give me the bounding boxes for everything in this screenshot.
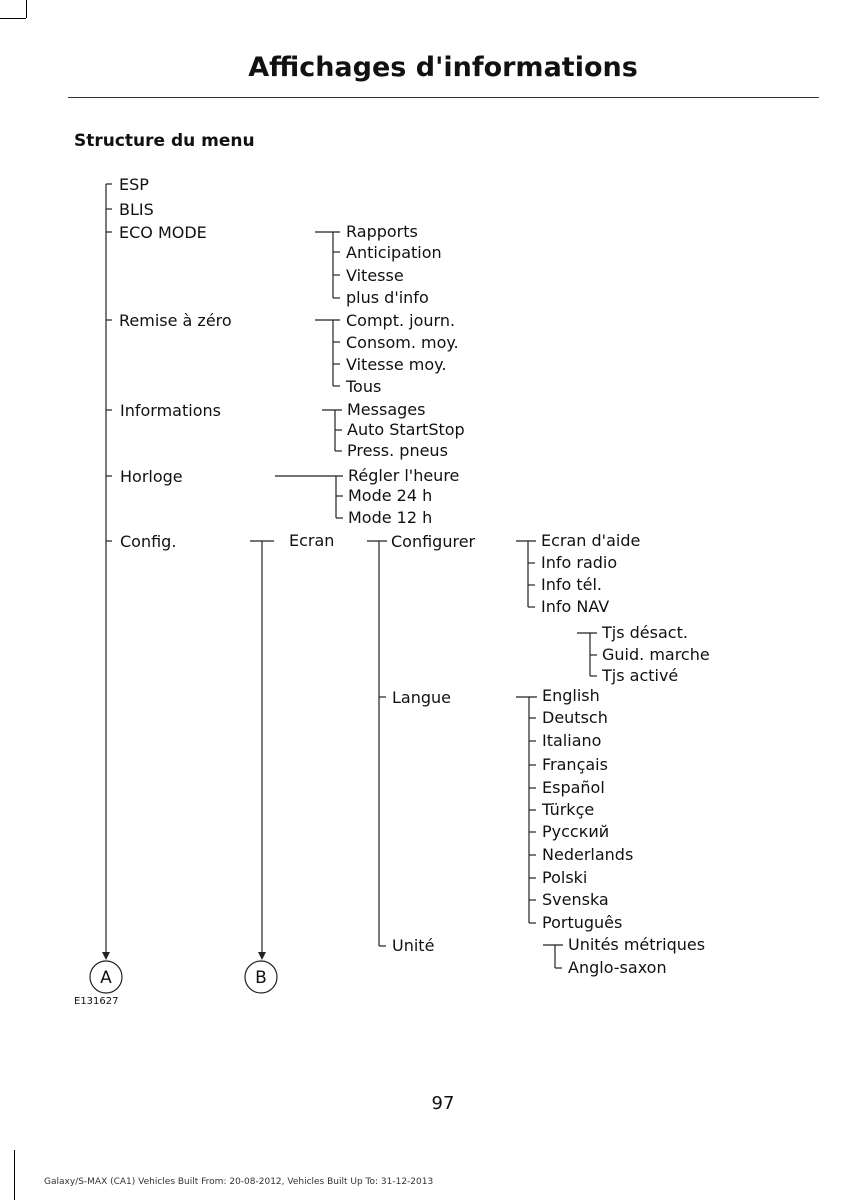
info-press-pneus: Press. pneus [347, 441, 448, 460]
configurer-info-radio: Info radio [541, 553, 618, 572]
connector-b-label: B [255, 968, 267, 988]
langue-russkiy: Русский [542, 822, 610, 841]
langue-portugues: Português [542, 913, 623, 932]
eco-rapports: Rapports [346, 222, 418, 241]
ecran-langue: Langue [392, 688, 451, 707]
langue-english: English [542, 686, 600, 705]
eco-plus-info: plus d'info [346, 288, 429, 307]
menu-esp: ESP [119, 175, 149, 194]
horloge-regler-heure: Régler l'heure [348, 466, 460, 485]
info-messages: Messages [347, 400, 426, 419]
langue-svenska: Svenska [542, 890, 609, 909]
nav-tjs-active: Tjs activé [602, 666, 679, 685]
page-title: Affichages d'informations [248, 52, 638, 83]
unite-metriques: Unités métriques [568, 935, 706, 954]
langue-turkce: Türkçe [542, 800, 595, 819]
nav-tjs-desact: Tjs désact. [602, 623, 688, 642]
configurer-info-nav: Info NAV [541, 597, 610, 616]
langue-francais: Français [542, 755, 608, 774]
langue-espanol: Español [542, 778, 605, 797]
raz-compt-journ: Compt. journ. [346, 311, 456, 330]
ecran-unite: Unité [392, 936, 435, 955]
menu-config: Config. [120, 532, 177, 551]
menu-horloge: Horloge [120, 467, 183, 486]
configurer-ecran-aide: Ecran d'aide [541, 531, 641, 550]
eco-vitesse: Vitesse [346, 266, 404, 285]
ecran-configurer: Configurer [391, 532, 476, 551]
menu-informations: Informations [120, 401, 221, 420]
menu-blis: BLIS [119, 200, 154, 219]
config-ecran: Ecran [289, 531, 335, 550]
section-title: Structure du menu [74, 131, 255, 151]
langue-nederlands: Nederlands [542, 845, 634, 864]
arrow-b [258, 952, 266, 960]
unite-anglo-saxon: Anglo-saxon [568, 958, 667, 977]
horloge-mode-12h: Mode 12 h [348, 508, 433, 527]
langue-polski: Polski [542, 868, 588, 887]
raz-consom-moy: Consom. moy. [346, 333, 459, 352]
menu-eco-mode: ECO MODE [119, 223, 207, 242]
footer-text: Galaxy/S-MAX (CA1) Vehicles Built From: 20-08-2012, Vehicles Built Up To: 31-12-2013 [44, 1177, 434, 1187]
eco-anticipation: Anticipation [346, 243, 442, 262]
arrow-a [102, 952, 110, 960]
langue-deutsch: Deutsch [542, 708, 608, 727]
langue-italiano: Italiano [542, 731, 602, 750]
raz-tous: Tous [346, 377, 382, 396]
figure-ref: E131627 [74, 996, 119, 1007]
page-number: 97 [431, 1093, 455, 1114]
horloge-mode-24h: Mode 24 h [348, 486, 433, 505]
info-auto-startstop: Auto StartStop [347, 420, 465, 439]
menu-remise-a-zero: Remise à zéro [119, 311, 232, 330]
configurer-info-tel: Info tél. [541, 575, 603, 594]
nav-guid-marche: Guid. marche [602, 645, 710, 664]
connector-a-label: A [100, 968, 112, 988]
raz-vitesse-moy: Vitesse moy. [346, 355, 447, 374]
